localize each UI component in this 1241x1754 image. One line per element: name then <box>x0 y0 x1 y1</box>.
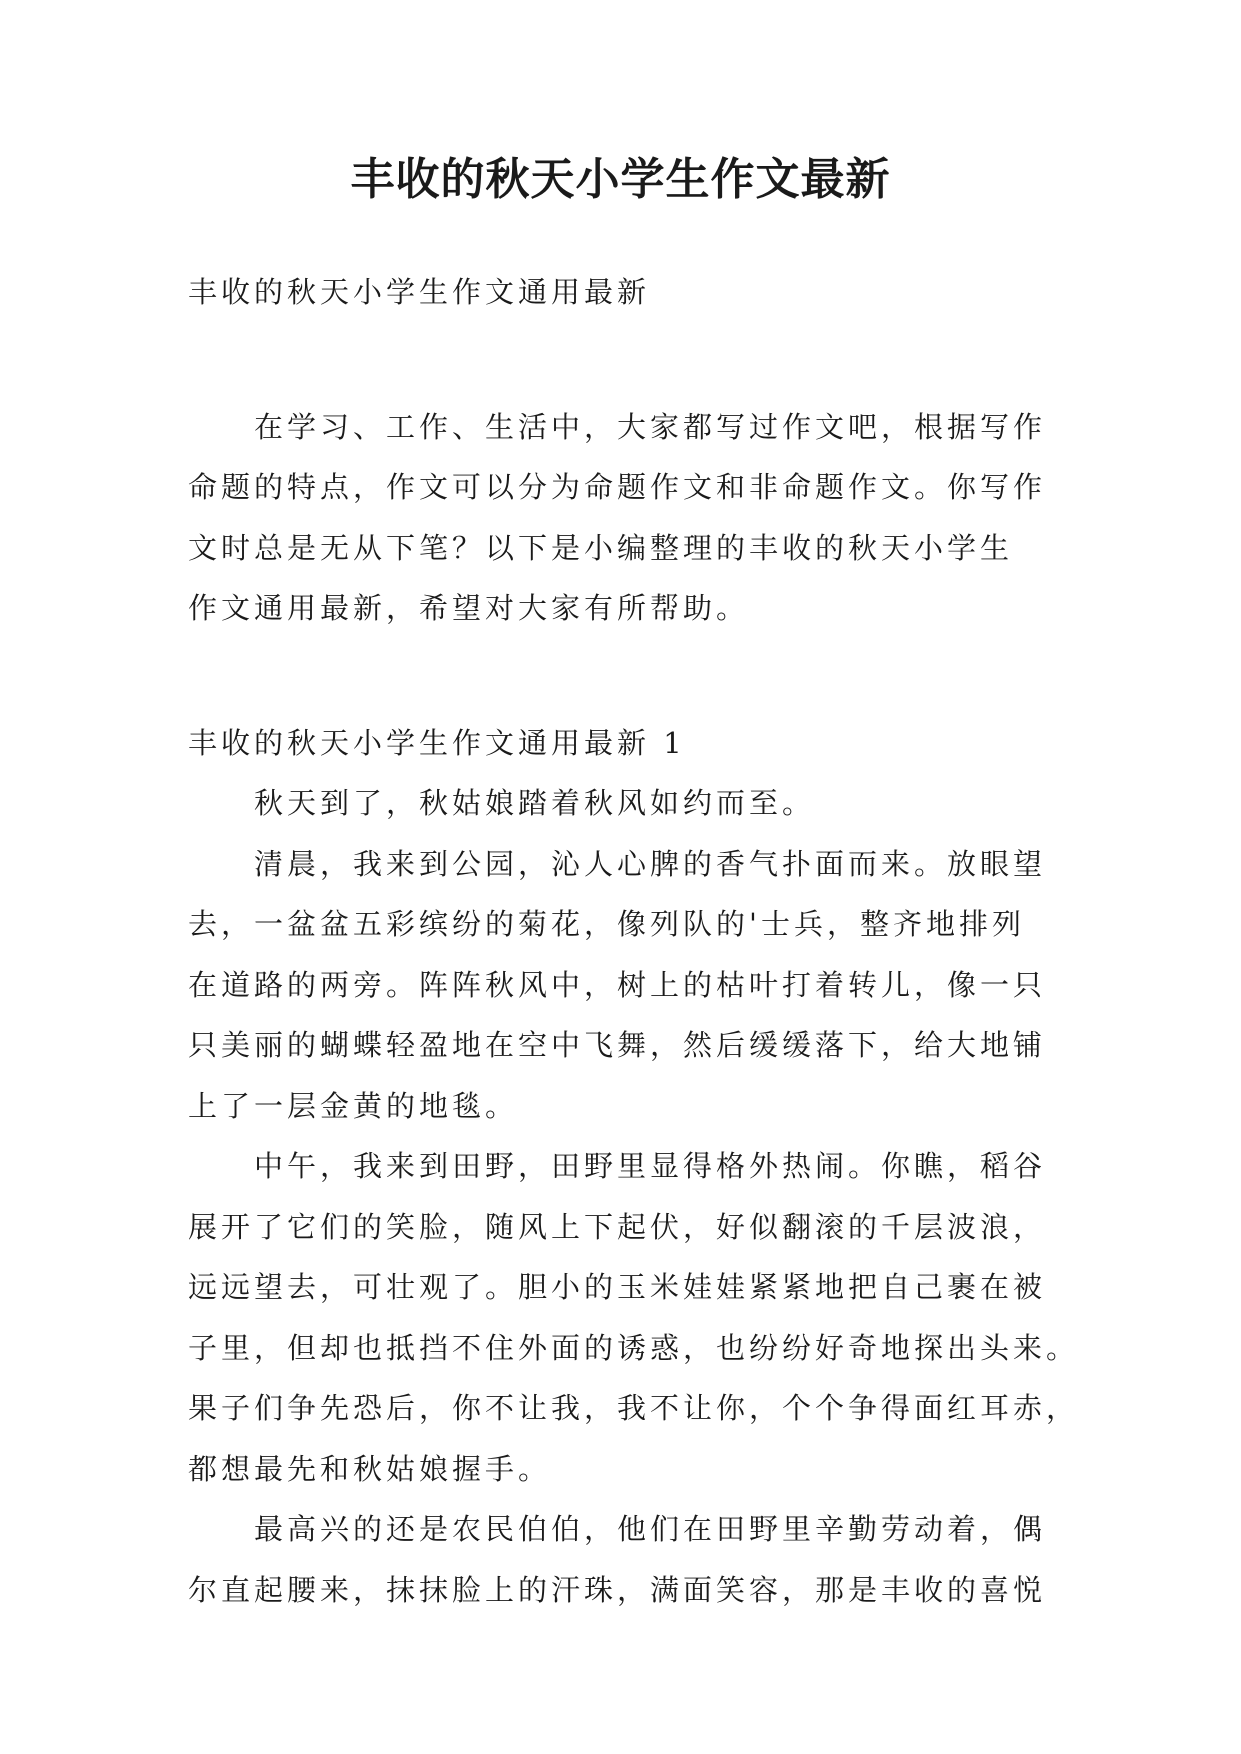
intro-paragraph <box>188 397 1058 639</box>
spacer <box>188 639 1058 713</box>
document-title: 丰收的秋天小学生作文最新 <box>350 154 891 205</box>
paragraph-1 <box>188 773 1058 834</box>
paragraph-2 <box>188 834 1058 1137</box>
paragraph-line: 尔直起腰来，抹抹脸上的汗珠，满面笑容，那是丰收的喜悦 <box>188 1572 1047 1607</box>
paragraph-line: 远远望去，可壮观了。胆小的玉米娃娃紧紧地把自己裹在被 <box>188 1270 1047 1304</box>
paragraph-line: 清晨，我来到公园，沁人心脾的香气扑面而来。放眼望 <box>254 846 1047 881</box>
paragraph-line: 都想最先和秋姑娘握手。 <box>188 1451 552 1486</box>
paragraph-line: 展开了它们的笑脸，随风上下起伏，好似翻滚的千层波浪， <box>188 1209 1047 1244</box>
paragraph-3 <box>188 1136 1080 1499</box>
document-body <box>188 262 1080 1620</box>
paragraph-line: 在道路的两旁。阵阵秋风中，树上的枯叶打着转儿，像一只 <box>188 967 1047 1002</box>
section-heading: 丰收的秋天小学生作文通用最新 1 <box>188 725 686 760</box>
document-subtitle: 丰收的秋天小学生作文通用最新 <box>188 275 651 309</box>
paragraph-line: 中午，我来到田野，田野里显得格外热闹。你瞧，稻谷 <box>254 1149 1047 1183</box>
intro-line: 作文通用最新，希望对大家有所帮助。 <box>188 591 750 625</box>
paragraph-line: 秋天到了，秋姑娘踏着秋风如约而至。 <box>254 786 816 820</box>
intro-line: 文时总是无从下笔？以下是小编整理的丰收的秋天小学生 <box>188 530 1014 565</box>
paragraph-line: 去，一盆盆五彩缤纷的菊花，像列队的'士兵，整齐地排列 <box>188 907 1025 941</box>
spacer <box>188 323 1058 397</box>
paragraph-line: 果子们争先恐后，你不让我，我不让你，个个争得面红耳赤， <box>188 1391 1080 1425</box>
paragraph-line: 最高兴的还是农民伯伯，他们在田野里辛勤劳动着，偶 <box>254 1512 1047 1546</box>
paragraph-4 <box>188 1499 1058 1620</box>
intro-line: 命题的特点，作文可以分为命题作文和非命题作文。你写作 <box>188 470 1047 504</box>
paragraph-line: 上了一层金黄的地毯。 <box>188 1088 519 1123</box>
paragraph-line: 只美丽的蝴蝶轻盈地在空中飞舞，然后缓缓落下，给大地铺 <box>188 1028 1047 1062</box>
intro-line: 在学习、工作、生活中，大家都写过作文吧，根据写作 <box>254 409 1047 444</box>
paragraph-line: 子里，但却也抵挡不住外面的诱惑，也纷纷好奇地探出头来。 <box>188 1330 1080 1365</box>
